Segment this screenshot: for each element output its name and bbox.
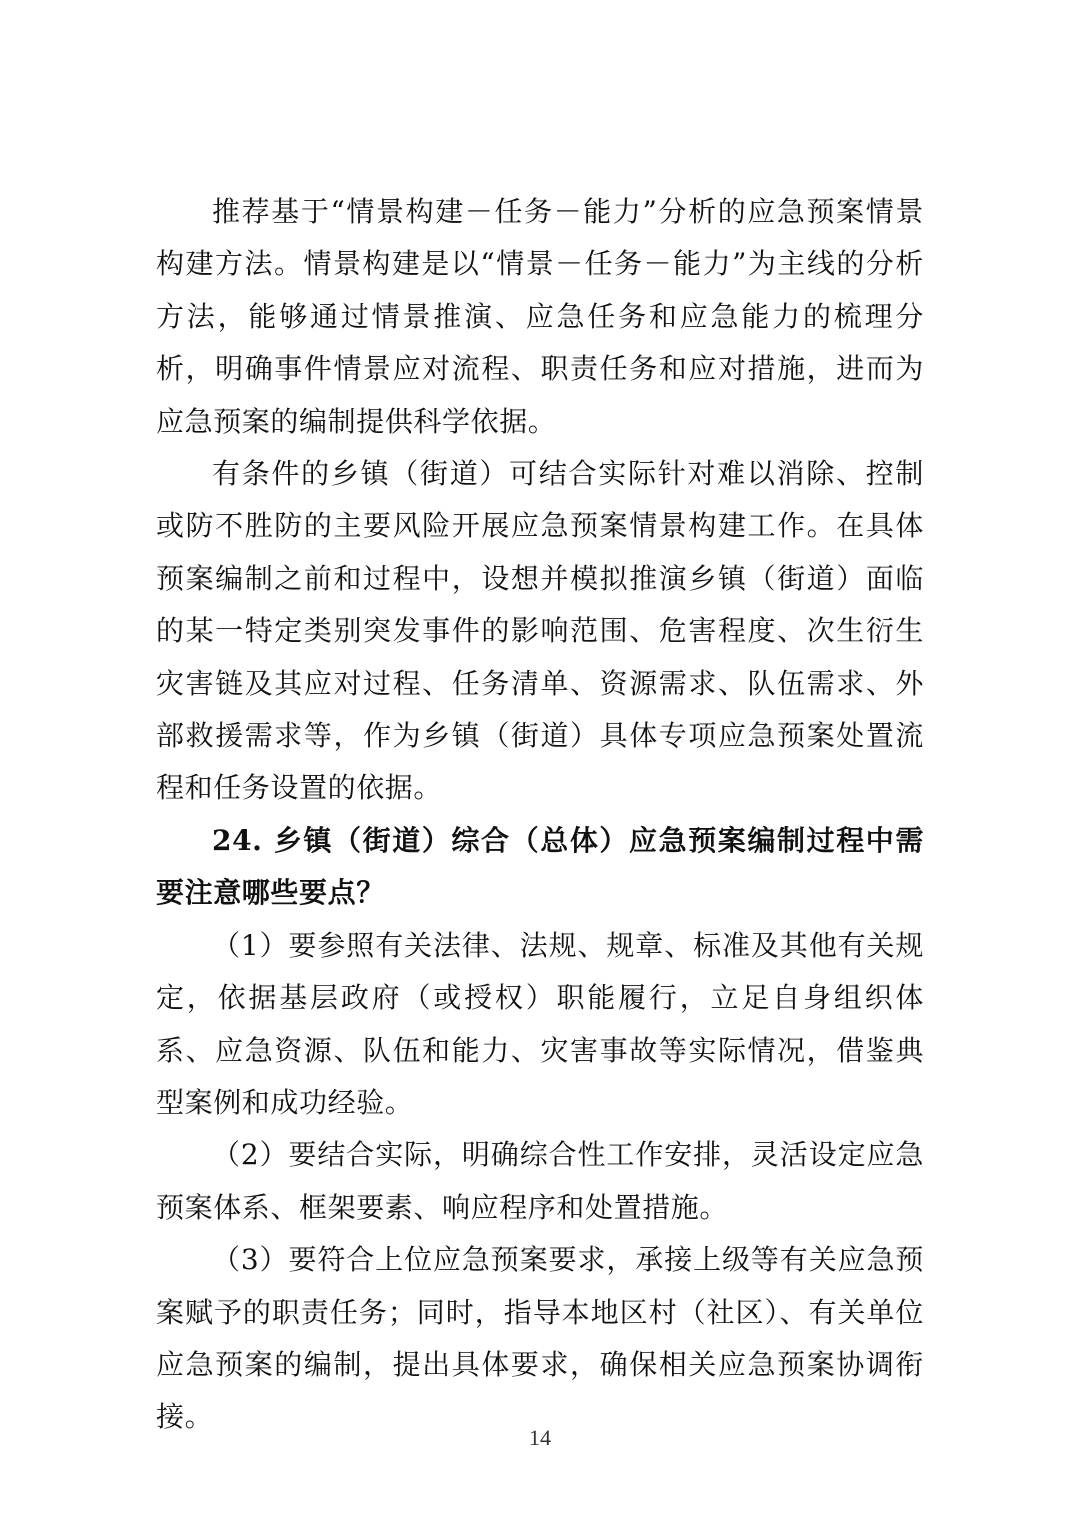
point-2: （2）要结合实际，明确综合性工作安排，灵活设定应急预案体系、框架要素、响应程序和处置措施。 <box>156 1138 924 1224</box>
question-heading: 24. 乡镇（街道）综合（总体）应急预案编制过程中需要注意哪些要点？ <box>156 823 924 910</box>
page-body <box>156 186 924 1444</box>
paragraph-scenario-construction: 有条件的乡镇（街道）可结合实际针对难以消除、控制或防不胜防的主要风险开展应急预案情景构建工作。在具体预案编制之前和过程中，设想并模拟推演乡镇（街道）面临的某一特定类别突发事件的影响范围、危害程度、次生衍生灾害链及其应对过程、任务清单、资源需求、队伍需求、外部救援需求等，作为乡镇（街道）具体专项应急预案处置流程和任务设置的依据。 <box>156 457 924 805</box>
page-number: 14 <box>529 1425 551 1450</box>
point-3: （3）要符合上位应急预案要求，承接上级等有关应急预案赋予的职责任务；同时，指导本地区村（社区）、有关单位应急预案的编制，提出具体要求，确保相关应急预案协调衔接。 <box>156 1243 924 1434</box>
paragraph-scenario-method: 推荐基于“情景构建－任务－能力”分析的应急预案情景构建方法。情景构建是以“情景－任务－能力”为主线的分析方法，能够通过情景推演、应急任务和应急能力的梳理分析，明确事件情景应对流程、职责任务和应对措施，进而为应急预案的编制提供科学依据。 <box>156 195 924 438</box>
point-1: （1）要参照有关法律、法规、规章、标准及其他有关规定，依据基层政府（或授权）职能履行，立足自身组织体系、应急资源、队伍和能力、灾害事故等实际情况，借鉴典型案例和成功经验。 <box>156 928 924 1119</box>
